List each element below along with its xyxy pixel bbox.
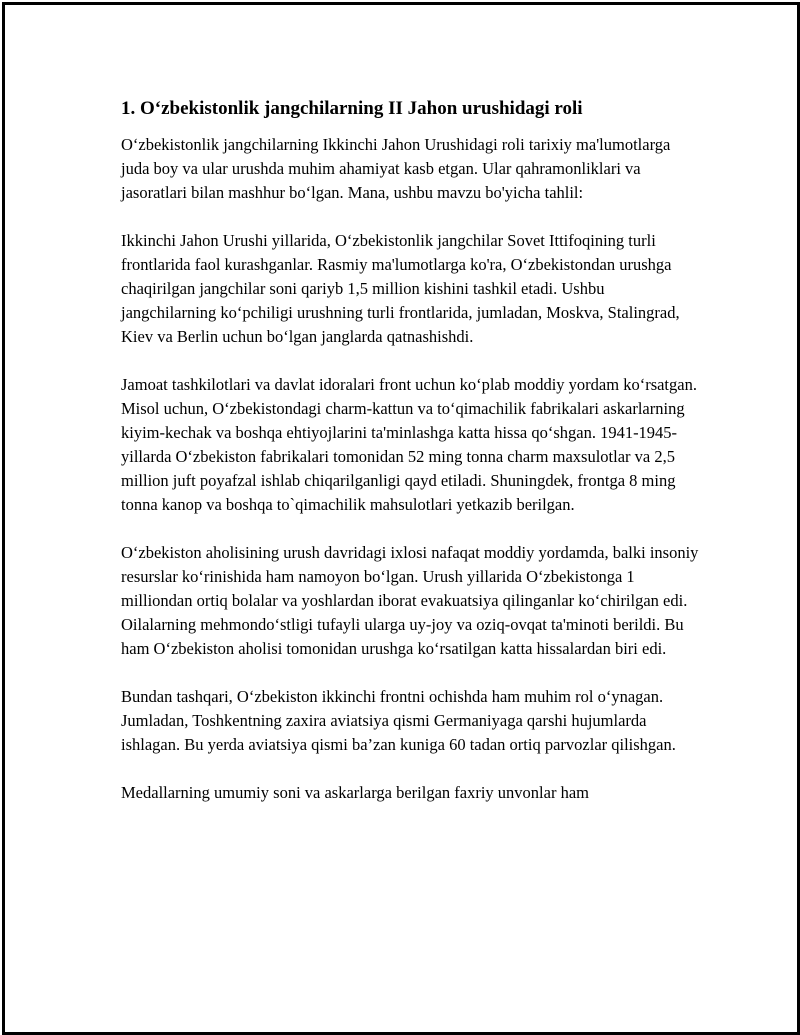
page-frame — [2, 2, 800, 1035]
document-body — [121, 97, 701, 829]
section-heading: 1. O‘zbekistonlik jangchilarning II Jahon urushidagi roli — [121, 98, 583, 119]
paragraph-fronts: Ikkinchi Jahon Urushi yillarida, O‘zbekistonlik jangchilar Sovet Ittifoqining turli frontlarida faol kurashganlar. Rasmiy ma'lumotlarga ko'ra, O‘zbekistondan urushga chaqirilgan jangchilar soni qariyb 1,5 million kishini tashkil etadi. Ushbu jangchilarning ko‘pchiligi urushning turli frontlarida, jumladan, Moskva, Stalingrad, Kiev va Berlin uchun bo‘lgan janglarda qatnashishdi. — [121, 231, 680, 346]
paragraph-aviation: Bundan tashqari, O‘zbekiston ikkinchi frontni ochishda ham muhim rol o‘ynagan. Jumladan, Toshkentning zaxira aviatsiya qismi Germaniyaga qarshi hujumlarda ishlagan. Bu yerda aviatsiya qismi ba’zan kuniga 60 tadan ortiq parvozlar qilishgan. — [121, 687, 676, 754]
paragraph-intro: O‘zbekistonlik jangchilarning Ikkinchi Jahon Urushidagi roli tarixiy ma'lumotlarga juda boy va ular urushda muhim ahamiyat kasb etgan. Ular qahramonliklari va jasoratlari bilan mashhur bo‘lgan. Mana, ushbu mavzu bo'yicha tahlil: — [121, 135, 671, 202]
paragraph-material-aid: Jamoat tashkilotlari va davlat idoralari front uchun ko‘plab moddiy yordam ko‘rsatgan. Misol uchun, O‘zbekistondagi charm-kattun va to‘qimachilik fabrikalari askarlarning kiyim-kechak va boshqa ehtiyojlarini ta'minlashga katta hissa qo‘shgan. 1941-1945-yillarda O‘zbekiston fabrikalari tomonidan 52 ming tonna charm maxsulotlar va 2,5 million juft poyafzal ishlab chiqarilganligi qayd etiladi. Shuningdek, frontga 8 ming tonna kanop va boshqa to`qimachilik mahsulotlari yetkazib berilgan. — [121, 375, 697, 514]
paragraph-medals: Medallarning umumiy soni va askarlarga berilgan faxriy unvonlar ham — [121, 783, 589, 802]
paragraph-evacuation: O‘zbekiston aholisining urush davridagi ixlosi nafaqat moddiy yordamda, balki insoniy resurslar ko‘rinishida ham namoyon bo‘lgan. Urush yillarida O‘zbekistonga 1 milliondan ortiq bolalar va yoshlardan iborat evakuatsiya qilinganlar ko‘chirilgan edi. Oilalarning mehmondo‘stligi tufayli ularga uy-joy va oziq-ovqat ta'minoti berildi. Bu ham O‘zbekiston aholisi tomonidan urushga ko‘rsatilgan katta hissalardan biri edi. — [121, 543, 699, 658]
